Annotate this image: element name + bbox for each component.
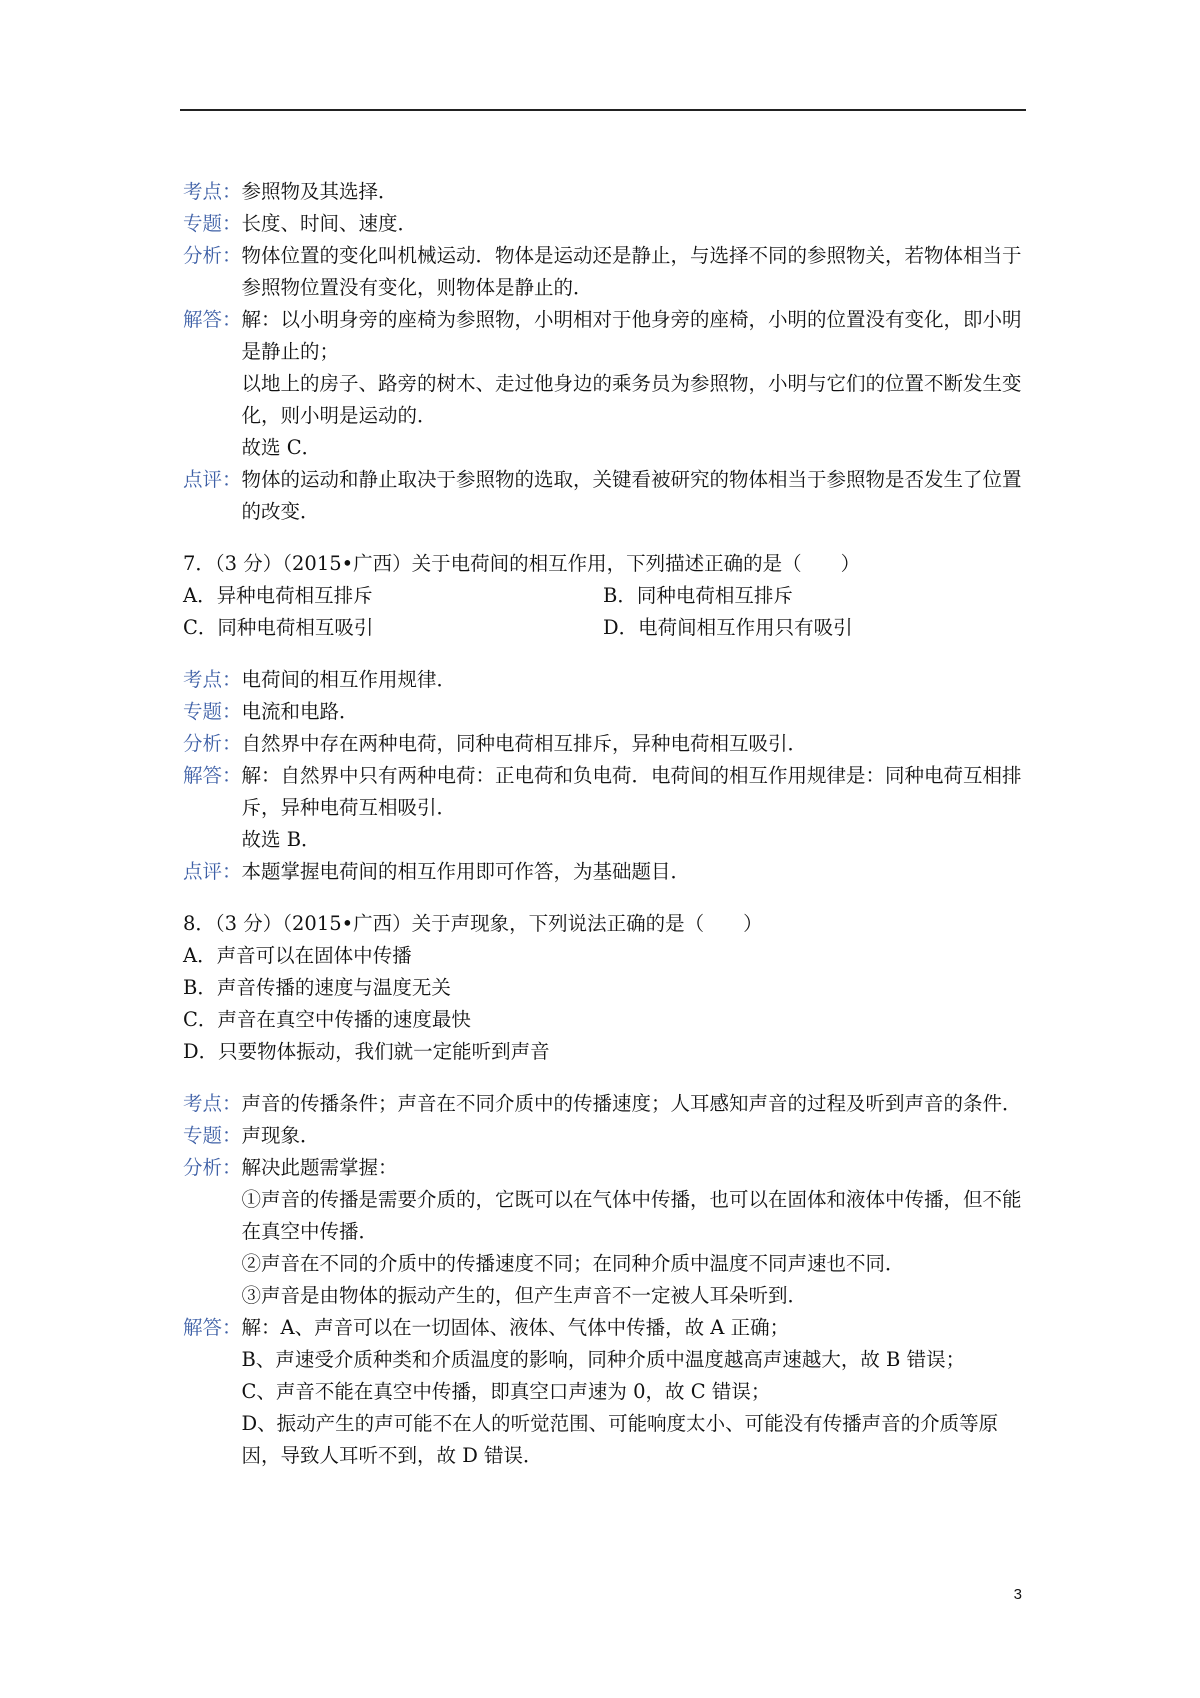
fenxi-text: 物体位置的变化叫机械运动．物体是运动还是静止，与选择不同的参照物关，若物体相当于参照物位置没有变化，则物体是静止的． bbox=[241, 244, 1022, 299]
dianping-label: 点评： bbox=[183, 468, 242, 491]
question-8 bbox=[183, 908, 1026, 1068]
option-a: A．异种电荷相互排斥 bbox=[183, 584, 373, 607]
jieda-para: 以地上的房子、路旁的树木、走过他身边的乘务员为参照物，小明与它们的位置不断发生变化，则小明是运动的． bbox=[241, 372, 1022, 427]
q8-fenxi-row bbox=[183, 1152, 1026, 1312]
jieda-para: 故选 C． bbox=[241, 436, 322, 459]
header-rule bbox=[180, 109, 1026, 111]
q7-fenxi-row bbox=[183, 728, 1026, 760]
kaodian-label: 考点： bbox=[183, 180, 242, 203]
fenxi-label: 分析： bbox=[183, 244, 242, 267]
jieda-para: B、声速受介质种类和介质温度的影响，同种介质中温度越高声速越大，故 B 错误； bbox=[241, 1348, 966, 1371]
fenxi-para: ②声音在不同的介质中的传播速度不同；在同种介质中温度不同声速也不同． bbox=[241, 1252, 905, 1275]
option-c: C．同种电荷相互吸引 bbox=[183, 616, 374, 639]
q8-jieda-row bbox=[183, 1312, 1026, 1472]
jieda-label: 解答： bbox=[183, 764, 242, 787]
question-stem: 8．（3 分）（2015•广西）关于声现象，下列说法正确的是（ ） bbox=[183, 912, 763, 935]
dianping-label: 点评： bbox=[183, 860, 242, 883]
q7-zhuanti-row bbox=[183, 696, 1026, 728]
zhuanti-text: 电流和电路． bbox=[241, 700, 359, 723]
page-number: 3 bbox=[1013, 1586, 1022, 1603]
kaodian-text: 参照物及其选择． bbox=[241, 180, 398, 203]
kaodian-text: 声音的传播条件；声音在不同介质中的传播速度；人耳感知声音的过程及听到声音的条件． bbox=[241, 1092, 1022, 1115]
fenxi-para: ③声音是由物体的振动产生的，但产生声音不一定被人耳朵听到． bbox=[241, 1284, 808, 1307]
zhuanti-text: 长度、时间、速度． bbox=[241, 212, 418, 235]
fenxi-body bbox=[242, 1152, 1026, 1312]
jieda-body bbox=[242, 760, 1026, 856]
q7-dianping-row bbox=[183, 856, 1026, 888]
zhuanti-text: 声现象． bbox=[241, 1124, 320, 1147]
dianping-text: 物体的运动和静止取决于参照物的选取，关键看被研究的物体相当于参照物是否发生了位置的改变． bbox=[241, 468, 1022, 523]
fenxi-para: ①声音的传播是需要介质的，它既可以在气体中传播，也可以在固体和液体中传播，但不能在真空中传播． bbox=[241, 1188, 1022, 1243]
q8-kaodian-row bbox=[183, 1088, 1026, 1120]
zhuanti-label: 专题： bbox=[183, 700, 242, 723]
question-7 bbox=[183, 548, 1026, 644]
fenxi-para: 解决此题需掌握： bbox=[241, 1156, 398, 1179]
content bbox=[183, 176, 1026, 1472]
q6-zhuanti-row bbox=[183, 208, 1026, 240]
zhuanti-label: 专题： bbox=[183, 1124, 242, 1147]
question-stem: 7．（3 分）（2015•广西）关于电荷间的相互作用，下列描述正确的是（ ） bbox=[183, 552, 861, 575]
q6-kaodian-row bbox=[183, 176, 1026, 208]
option-b: B．声音传播的速度与温度无关 bbox=[183, 976, 451, 999]
fenxi-label: 分析： bbox=[183, 732, 242, 755]
q8-zhuanti-row bbox=[183, 1120, 1026, 1152]
fenxi-label: 分析： bbox=[183, 1156, 242, 1179]
option-d: D．电荷间相互作用只有吸引 bbox=[603, 616, 853, 639]
dianping-text: 本题掌握电荷间的相互作用即可作答，为基础题目． bbox=[241, 860, 691, 883]
kaodian-label: 考点： bbox=[183, 668, 242, 691]
jieda-label: 解答： bbox=[183, 308, 242, 331]
jieda-label: 解答： bbox=[183, 1316, 242, 1339]
jieda-body bbox=[242, 304, 1026, 464]
option-a: A．声音可以在固体中传播 bbox=[183, 944, 412, 967]
kaodian-text: 电荷间的相互作用规律． bbox=[241, 668, 457, 691]
q7-kaodian-row bbox=[183, 664, 1026, 696]
option-c: C．声音在真空中传播的速度最快 bbox=[183, 1008, 471, 1031]
jieda-body bbox=[242, 1312, 1026, 1472]
q7-jieda-row bbox=[183, 760, 1026, 856]
jieda-para: 解：自然界中只有两种电荷：正电荷和负电荷．电荷间的相互作用规律是：同种电荷互相排斥，异种电荷互相吸引． bbox=[241, 764, 1022, 819]
jieda-para: 解：A、声音可以在一切固体、液体、气体中传播，故 A 正确； bbox=[241, 1316, 790, 1339]
option-d: D．只要物体振动，我们就一定能听到声音 bbox=[183, 1040, 550, 1063]
options bbox=[183, 580, 1026, 644]
jieda-para: 故选 B． bbox=[241, 828, 321, 851]
q6-fenxi-row bbox=[183, 240, 1026, 304]
q6-jieda-row bbox=[183, 304, 1026, 464]
jieda-para: C、声音不能在真空中传播，即真空口声速为 0，故 C 错误； bbox=[241, 1380, 771, 1403]
zhuanti-label: 专题： bbox=[183, 212, 242, 235]
jieda-para: D、振动产生的声可能不在人的听觉范围、可能响度太小、可能没有传播声音的介质等原因，导致人耳听不到，故 D 错误． bbox=[241, 1412, 999, 1467]
option-b: B．同种电荷相互排斥 bbox=[603, 584, 793, 607]
q6-dianping-row bbox=[183, 464, 1026, 528]
kaodian-label: 考点： bbox=[183, 1092, 242, 1115]
fenxi-text: 自然界中存在两种电荷，同种电荷相互排斥，异种电荷相互吸引． bbox=[241, 732, 808, 755]
jieda-para: 解：以小明身旁的座椅为参照物，小明相对于他身旁的座椅，小明的位置没有变化，即小明是静止的； bbox=[241, 308, 1022, 363]
